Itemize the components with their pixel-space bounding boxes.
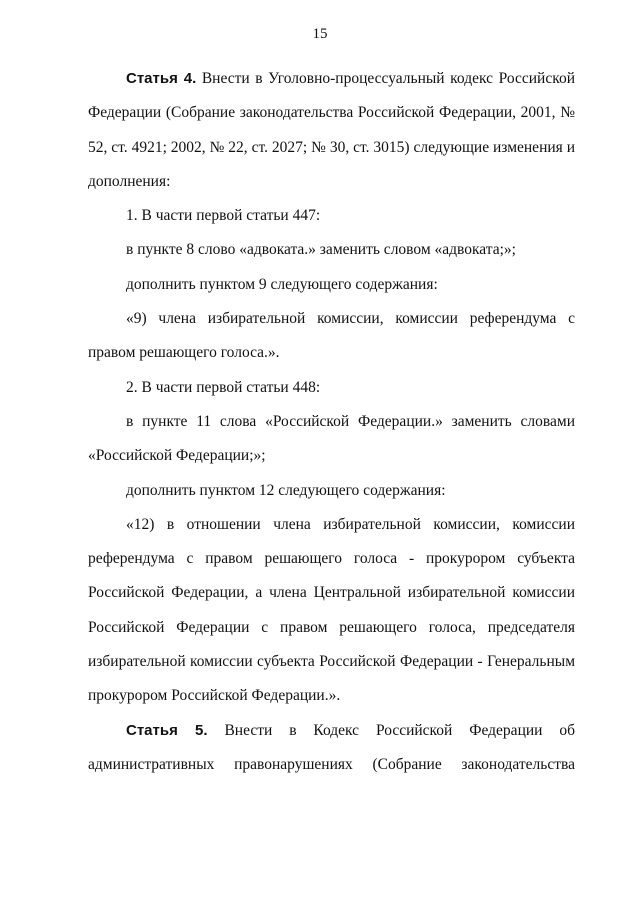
item-2-line-2: дополнить пунктом 12 следующего содержания: [126,481,446,499]
article-5-paragraph [88,714,575,783]
item-2-heading: 2. В части первой статьи 448: [126,378,321,396]
item-1-heading: 1. В части первой статьи 447: [126,207,321,225]
article-5-text: Внести в Кодекс Российской Федерации об административных правонарушениях (Собрание законодательства [88,721,575,773]
page-number: 15 [312,26,328,42]
item-1-line-1: в пункте 8 слово «адвоката.» заменить словом «адвоката;»; [126,241,516,259]
article-4-label: Статья 4. [126,70,197,87]
item-2-line-1: в пункте 11 слова «Российской Федерации.» заменить словами «Российской Федерации;»; [88,412,575,465]
article-5-label: Статья 5. [126,721,208,739]
item-1-line-2: дополнить пунктом 9 следующего содержания: [126,275,438,293]
document-body [88,62,575,782]
article-4-paragraph [88,62,575,199]
article-4-text: Внести в Уголовно-процессуальный кодекс Российской Федерации (Собрание законодательства Российской Федерации, 2001, № 52, ст. 4921; 2002, № 22, ст. 2027; № 30, ст. 3015) следующие изменения и дополнения: [88,70,575,190]
item-2-quote: «12) в отношении члена избирательной комиссии, комиссии референдума с правом решающего голоса - прокурором субъекта Российской Федерации, а члена Центральной избирательной комиссии Российской Федерации с правом решающего голоса, председателя избирательной комиссии субъекта Российской Федерации - Генеральным прокурором Российской Федерации.». [88,515,575,705]
item-1-quote: «9) члена избирательной комиссии, комиссии референдума с правом решающего голоса.». [88,310,575,362]
